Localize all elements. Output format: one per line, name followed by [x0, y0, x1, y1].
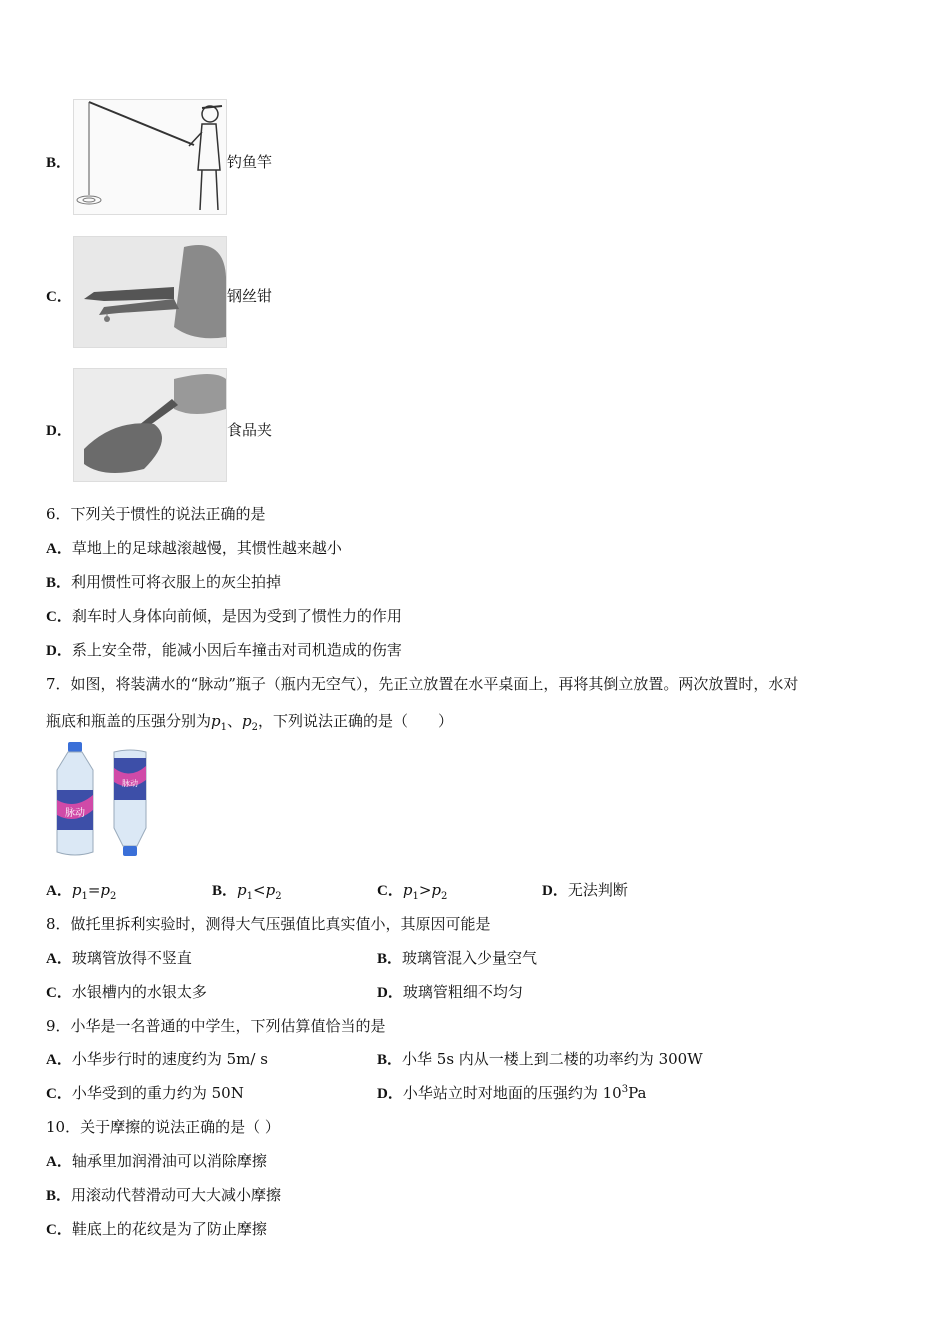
subscript: 1: [412, 891, 419, 902]
option-letter: A．: [46, 1154, 72, 1170]
option-letter: A．: [46, 951, 72, 967]
option-letter: B．: [377, 1052, 403, 1068]
q7-option-c: [377, 880, 447, 901]
q10-stem: 10．关于摩擦的说法正确的是（ ）: [46, 1118, 280, 1136]
q5-option-d-label: 食品夹: [227, 421, 273, 439]
subscript: 1: [81, 891, 88, 902]
subscript: 2: [110, 891, 117, 902]
var-p: p: [100, 881, 111, 899]
q7-stem-line2: [46, 711, 453, 731]
option-text: 轴承里加润滑油可以消除摩擦: [71, 1152, 267, 1170]
q6-option-c: [46, 606, 402, 627]
option-text: 鞋底上的花纹是为了防止摩擦: [71, 1220, 267, 1238]
option-letter: A．: [46, 883, 72, 899]
q5-option-c: [46, 286, 72, 307]
q9-option-c: [46, 1083, 244, 1104]
option-text: Pa: [628, 1084, 647, 1102]
var-p: p: [211, 712, 221, 730]
option-letter: C．: [46, 985, 72, 1001]
option-text: 利用惯性可将衣服上的灰尘拍掉: [71, 573, 282, 591]
superscript: 3: [621, 1084, 629, 1095]
option-letter: B．: [46, 1188, 72, 1204]
option-letter: B．: [212, 883, 238, 899]
q10-option-c: [46, 1219, 267, 1240]
option-text: 小华受到的重力约为 50N: [71, 1084, 244, 1102]
option-letter: C．: [377, 883, 403, 899]
q6-option-b: [46, 572, 281, 593]
option-letter: D．: [377, 985, 403, 1001]
operator: <: [253, 881, 266, 899]
stem-text: 瓶底和瓶盖的压强分别为: [46, 712, 212, 730]
option-letter: D．: [542, 883, 568, 899]
q7-option-d: [542, 880, 628, 901]
option-letter: D．: [46, 643, 72, 659]
q8-option-d: [377, 982, 523, 1003]
var-p: p: [402, 881, 413, 899]
option-text: 玻璃管放得不竖直: [71, 949, 192, 967]
q5-option-b: [46, 152, 71, 173]
bottle-upright-picture: [49, 740, 101, 858]
option-letter: B．: [46, 575, 72, 591]
q8-stem: 8．做托里拆利实验时，测得大气压强值比真实值小，其原因可能是: [46, 915, 491, 933]
subscript: 2: [275, 891, 282, 902]
q5-option-b-label: 钓鱼竿: [227, 153, 273, 171]
q7-stem-line1: 7．如图，将装满水的“脉动”瓶子（瓶内无空气），先正立放置在水平桌面上，再将其倒立放置。两次放置时，水对: [46, 675, 799, 693]
option-letter: C．: [46, 609, 72, 625]
fishing-rod-picture: [73, 99, 227, 215]
var-p: p: [265, 881, 276, 899]
q7-option-a: [46, 880, 116, 901]
bottle-brand-text: 脉动: [122, 779, 138, 788]
q5-option-c-label: 钢丝钳: [227, 287, 273, 305]
option-text: 玻璃管粗细不均匀: [402, 983, 523, 1001]
option-text: 小华步行时的速度约为 5m/ s: [71, 1050, 268, 1068]
bottle-brand-text: 脉动: [65, 808, 85, 819]
q10-option-b: [46, 1185, 281, 1206]
bottle-inverted-picture: [110, 748, 150, 858]
option-text: 小华 5s 内从一楼上到二楼的功率约为 300W: [402, 1050, 703, 1068]
option-letter: B．: [377, 951, 403, 967]
option-letter: D．: [46, 423, 72, 439]
q10-option-a: [46, 1151, 267, 1172]
option-text: 水银槽内的水银太多: [71, 983, 207, 1001]
option-letter: B．: [46, 155, 72, 171]
q6-option-d: [46, 640, 402, 661]
operator: >: [418, 881, 432, 899]
separator: 、: [227, 712, 243, 730]
subscript: 2: [441, 891, 448, 902]
q9-option-d: [377, 1083, 646, 1104]
q8-option-c: [46, 982, 207, 1003]
option-letter: C．: [46, 1086, 72, 1102]
subscript: 1: [246, 891, 253, 902]
option-letter: A．: [46, 1052, 72, 1068]
q5-option-d: [46, 420, 72, 441]
stem-text: ，下列说法正确的是（ ）: [258, 712, 454, 730]
q8-option-b: [377, 948, 537, 969]
q6-option-a: [46, 538, 342, 559]
q8-option-a: [46, 948, 192, 969]
q9-stem: 9．小华是一名普通的中学生，下列估算值恰当的是: [46, 1017, 386, 1035]
food-tongs-picture: [73, 368, 227, 482]
option-text: 玻璃管混入少量空气: [402, 949, 538, 967]
option-letter: A．: [46, 541, 72, 557]
option-text: 草地上的足球越滚越慢，其惯性越来越小: [71, 539, 342, 557]
subscript: 2: [251, 722, 258, 733]
q9-option-a: [46, 1049, 268, 1070]
option-letter: C．: [46, 289, 72, 305]
option-text: 刹车时人身体向前倾，是因为受到了惯性力的作用: [71, 607, 402, 625]
var-p: p: [71, 881, 82, 899]
option-text: 系上安全带，能减小因后车撞击对司机造成的伤害: [71, 641, 402, 659]
q6-stem: 6．下列关于惯性的说法正确的是: [46, 505, 266, 523]
option-letter: C．: [46, 1222, 72, 1238]
option-text: 用滚动代替滑动可大大减小摩擦: [71, 1186, 282, 1204]
var-p: p: [237, 881, 247, 899]
pliers-picture: [73, 236, 227, 348]
q7-option-b: [212, 880, 282, 901]
option-letter: D．: [377, 1086, 403, 1102]
option-text: 小华站立时对地面的压强约为 10: [402, 1084, 622, 1102]
subscript: 1: [220, 722, 227, 733]
operator: =: [87, 881, 101, 899]
q9-option-b: [377, 1049, 703, 1070]
var-p: p: [242, 712, 252, 730]
var-p: p: [431, 881, 442, 899]
option-text: 无法判断: [567, 881, 628, 899]
